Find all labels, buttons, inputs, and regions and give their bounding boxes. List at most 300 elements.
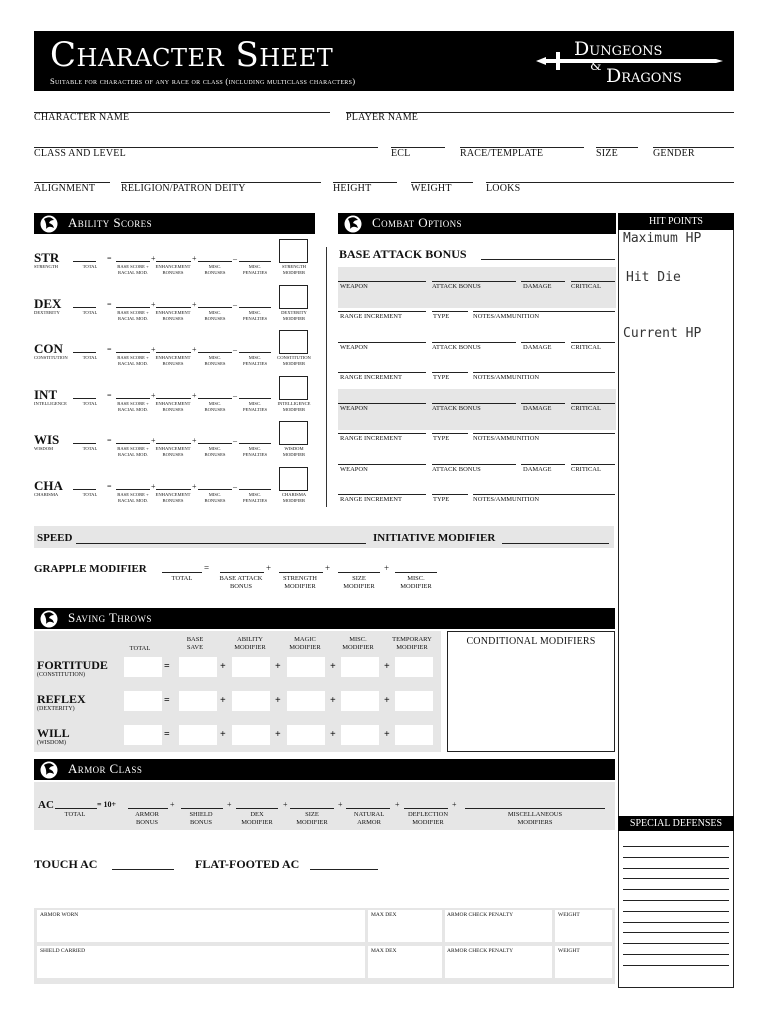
weapon-field[interactable]	[473, 494, 615, 495]
weapon-field[interactable]	[338, 464, 426, 465]
religion-field[interactable]	[121, 182, 321, 183]
notes-label: NOTES/AMMUNITION	[473, 313, 540, 320]
shield-carried-label: SHIELD CARRIED	[40, 948, 86, 954]
misc-bonus-caption	[196, 310, 234, 322]
enh-caption-line2: BONUSES	[162, 406, 184, 412]
ac-dex-caption	[233, 811, 281, 827]
save-value-box[interactable]	[124, 657, 162, 677]
critical-label: CRITICAL	[571, 466, 601, 473]
modifier-caption-line2: MODIFIER	[282, 452, 306, 457]
save-value-box[interactable]	[124, 691, 162, 711]
save-value-box[interactable]	[395, 725, 433, 745]
ability-field[interactable]	[156, 307, 191, 308]
ac-size-caption-line2: MODIFIER	[296, 819, 328, 826]
ability-field[interactable]	[73, 352, 96, 353]
ability-field[interactable]	[73, 398, 96, 399]
ability-field[interactable]	[73, 489, 96, 490]
weapon-field[interactable]	[432, 464, 516, 465]
weapon-field[interactable]	[338, 494, 426, 495]
misc-penalty-caption-line2: PENALTIES	[242, 315, 268, 321]
base-caption	[113, 264, 153, 276]
ability-name: DEXTERITY	[34, 309, 60, 315]
misc-penalty-caption-line1: MISC.	[248, 446, 262, 451]
ability-operator: +	[151, 254, 156, 263]
weapon-field[interactable]	[473, 372, 615, 373]
save-operator: +	[220, 729, 226, 740]
save-value-box[interactable]	[395, 657, 433, 677]
misc-penalty-caption-line2: PENALTIES	[242, 406, 268, 412]
ability-modifier-box[interactable]	[279, 285, 308, 309]
ac-operator: +	[452, 800, 457, 809]
attack-bonus-label: ATTACK BONUS	[432, 405, 481, 412]
special-defense-line[interactable]	[623, 878, 729, 879]
touch-ac-field[interactable]	[112, 869, 174, 870]
weapon-field[interactable]	[473, 311, 615, 312]
misc-penalty-caption-line1: MISC.	[248, 264, 262, 269]
base-caption-line1: BASE SCORE +	[117, 491, 149, 497]
current-hp-label[interactable]: Current HP	[623, 326, 702, 341]
ability-field[interactable]	[239, 307, 271, 308]
weapon-field[interactable]	[521, 403, 565, 404]
height-label: HEIGHT	[333, 183, 372, 194]
check-penalty-label: ARMOR CHECK PENALTY	[447, 948, 514, 954]
save-operator: +	[220, 661, 226, 672]
looks-field[interactable]	[486, 182, 734, 183]
ability-modifier-box[interactable]	[279, 467, 308, 491]
misc-bonus-caption-line1: MISC.	[208, 446, 222, 451]
save-ability-caption	[230, 636, 270, 652]
grapple-field[interactable]	[279, 572, 323, 573]
flat-footed-field[interactable]	[310, 869, 378, 870]
save-value-box[interactable]	[341, 657, 379, 677]
enh-caption-line1: ENHANCEMENT	[155, 400, 191, 406]
combat-options-header	[338, 213, 616, 234]
save-operator: +	[384, 729, 390, 740]
weight-field[interactable]	[411, 182, 473, 183]
ability-field[interactable]	[116, 307, 150, 308]
save-base-caption-line1: BASE	[186, 636, 204, 643]
ability-operator: =	[107, 481, 112, 491]
save-operator: =	[164, 695, 170, 706]
notes-label: NOTES/AMMUNITION	[473, 496, 540, 503]
shield-carried-box[interactable]	[37, 946, 365, 978]
weapon-field[interactable]	[571, 342, 615, 343]
ability-field[interactable]	[198, 443, 232, 444]
misc-bonus-caption-line1: MISC.	[208, 400, 222, 406]
ac-field[interactable]	[181, 808, 223, 809]
ability-operator: –	[233, 390, 237, 400]
save-value-box[interactable]	[232, 691, 270, 711]
ac-field[interactable]	[236, 808, 278, 809]
total-caption: TOTAL	[82, 446, 98, 451]
grapple-misc-caption-line1: MISC.	[407, 575, 425, 582]
grapple-bab-caption	[216, 575, 266, 591]
height-field[interactable]	[333, 182, 397, 183]
damage-label: DAMAGE	[523, 466, 552, 473]
save-value-box[interactable]	[287, 725, 325, 745]
grapple-str-caption-line1: STRENGTH	[283, 575, 317, 582]
grapple-operator: +	[384, 563, 390, 573]
special-defense-line[interactable]	[623, 932, 729, 933]
enh-caption-line2: BONUSES	[162, 270, 184, 275]
base-caption-line1: BASE SCORE +	[117, 309, 149, 315]
modifier-caption	[274, 492, 314, 504]
save-value-box[interactable]	[179, 657, 217, 677]
weight-label: WEIGHT	[411, 183, 452, 194]
ability-field[interactable]	[156, 352, 191, 353]
ability-field[interactable]	[73, 307, 96, 308]
misc-penalty-caption	[237, 446, 273, 458]
save-ability-source: (CONSTITUTION)	[37, 672, 85, 678]
base-caption-line2: RACIAL MOD.	[118, 315, 148, 321]
save-value-box[interactable]	[287, 657, 325, 677]
ac-field[interactable]	[290, 808, 334, 809]
weapon-field[interactable]	[338, 281, 426, 282]
initiative-label: INITIATIVE MODIFIER	[373, 532, 496, 544]
modifier-caption-line2: MODIFIER	[282, 315, 306, 321]
misc-bonus-caption-line2: BONUSES	[204, 497, 226, 503]
special-defense-line[interactable]	[623, 857, 729, 858]
critical-label: CRITICAL	[571, 344, 601, 351]
hit-die-label[interactable]: Hit Die	[626, 270, 681, 285]
base-caption-line2: RACIAL MOD.	[118, 270, 148, 275]
max-dex-label: MAX DEX	[371, 912, 397, 918]
grapple-size-caption-line2: MODIFIER	[343, 583, 375, 590]
ability-scores-header	[34, 213, 315, 234]
class-level-field[interactable]	[34, 147, 378, 148]
ac-natural-caption-line1: NATURAL	[353, 811, 385, 818]
speed-field[interactable]	[76, 543, 366, 544]
ability-field[interactable]	[239, 398, 271, 399]
special-defense-line[interactable]	[623, 911, 729, 912]
ability-operator: =	[107, 299, 112, 309]
misc-penalty-caption-line2: PENALTIES	[242, 452, 268, 457]
ability-field[interactable]	[73, 261, 96, 262]
size-field[interactable]	[596, 147, 638, 148]
save-value-box[interactable]	[232, 725, 270, 745]
save-value-box[interactable]	[232, 657, 270, 677]
enh-caption-line1: ENHANCEMENT	[155, 446, 191, 451]
saving-throws-header	[34, 608, 615, 629]
misc-penalty-caption	[237, 401, 273, 413]
ability-field[interactable]	[198, 398, 232, 399]
special-defense-line[interactable]	[623, 900, 729, 901]
weapon-field[interactable]	[432, 311, 468, 312]
save-magic-caption	[285, 636, 325, 652]
special-defense-line[interactable]	[623, 922, 729, 923]
save-value-box[interactable]	[179, 725, 217, 745]
ability-field[interactable]	[73, 443, 96, 444]
ecl-label: ECL	[391, 148, 411, 159]
save-misc-caption-line1: MISC.	[349, 636, 367, 643]
ability-name: STRENGTH	[34, 264, 58, 269]
ability-field[interactable]	[156, 443, 191, 444]
ability-field[interactable]	[198, 489, 232, 490]
ability-abbr: CHA	[34, 477, 63, 493]
ability-field[interactable]	[116, 489, 150, 490]
ac-natural-caption	[345, 811, 393, 827]
misc-bonus-caption	[196, 446, 234, 458]
character-name-label: CHARACTER NAME	[34, 112, 130, 123]
weapon-field[interactable]	[338, 372, 426, 373]
weapon-field[interactable]	[338, 433, 426, 434]
initiative-field[interactable]	[502, 543, 609, 544]
ac-operator: +	[283, 800, 288, 809]
ability-field[interactable]	[198, 307, 232, 308]
enh-caption	[153, 355, 193, 367]
ability-modifier-box[interactable]	[279, 239, 308, 263]
weapon-label: WEAPON	[340, 466, 368, 473]
alignment-field[interactable]	[34, 182, 110, 183]
ability-modifier-box[interactable]	[279, 421, 308, 445]
modifier-caption-line2: MODIFIER	[282, 497, 306, 503]
dragon-emblem-icon	[38, 760, 62, 779]
save-value-box[interactable]	[395, 691, 433, 711]
gender-field[interactable]	[653, 147, 734, 148]
armor-worn-box[interactable]	[37, 910, 365, 942]
ac-ten: = 10+	[97, 800, 117, 809]
ability-abbr: CON	[34, 341, 63, 356]
armor-class-header	[34, 759, 615, 780]
ac-dex-caption-line1: DEX	[250, 811, 264, 818]
combat-options-title: Combat Options	[372, 215, 462, 230]
ac-size-caption-line1: SIZE	[305, 811, 319, 818]
max-dex-label: MAX DEX	[371, 948, 397, 954]
armor-weight-label: WEIGHT	[558, 948, 580, 954]
ability-field[interactable]	[116, 398, 150, 399]
ac-armor-caption-line1: ARMOR	[135, 811, 159, 818]
attack-bonus-label: ATTACK BONUS	[432, 466, 481, 473]
save-value-box[interactable]	[341, 725, 379, 745]
damage-label: DAMAGE	[523, 283, 552, 290]
ac-operator: +	[395, 800, 400, 809]
weapon-field[interactable]	[571, 281, 615, 282]
grapple-size-caption	[335, 575, 383, 591]
misc-bonus-caption-line2: BONUSES	[204, 452, 226, 457]
misc-bonus-caption	[196, 401, 234, 413]
ac-dex-caption-line2: MODIFIER	[241, 819, 273, 826]
base-caption	[113, 401, 153, 413]
ability-field[interactable]	[156, 489, 191, 490]
grapple-str-caption-line2: MODIFIER	[284, 583, 316, 590]
ability-field[interactable]	[156, 398, 191, 399]
enh-caption	[153, 310, 193, 322]
weapon-field[interactable]	[432, 433, 468, 434]
grapple-field[interactable]	[162, 572, 202, 573]
ability-combat-divider	[326, 247, 327, 507]
ability-field[interactable]	[116, 443, 150, 444]
player-name-field[interactable]	[346, 112, 734, 113]
base-caption-line1: BASE SCORE +	[117, 355, 149, 360]
weapon-field[interactable]	[571, 464, 615, 465]
enh-caption-line2: BONUSES	[162, 361, 184, 366]
save-operator: +	[330, 695, 336, 706]
misc-bonus-caption-line1: MISC.	[208, 264, 222, 269]
grapple-field[interactable]	[395, 572, 437, 573]
ability-field[interactable]	[156, 261, 191, 262]
modifier-caption	[274, 310, 314, 322]
misc-penalty-caption	[237, 264, 273, 276]
misc-bonus-caption-line2: BONUSES	[204, 361, 226, 366]
ability-field[interactable]	[116, 261, 150, 262]
critical-label: CRITICAL	[571, 283, 601, 290]
race-template-field[interactable]	[460, 147, 584, 148]
character-name-field[interactable]	[34, 112, 330, 113]
saving-throws-title: Saving Throws	[68, 610, 152, 625]
weapon-field[interactable]	[338, 403, 426, 404]
grapple-str-caption	[275, 575, 325, 591]
ac-field[interactable]	[346, 808, 390, 809]
total-caption: TOTAL	[82, 400, 98, 406]
misc-penalty-caption-line1: MISC.	[248, 491, 262, 497]
ability-field[interactable]	[116, 352, 150, 353]
ability-operator: =	[107, 254, 112, 263]
save-value-box[interactable]	[179, 691, 217, 711]
special-defense-line[interactable]	[623, 954, 729, 955]
weapon-field[interactable]	[521, 342, 565, 343]
total-caption: TOTAL	[82, 264, 98, 269]
damage-label: DAMAGE	[523, 344, 552, 351]
ac-misc-caption-line1: MISCELLANEOUS	[507, 811, 563, 818]
special-defense-line[interactable]	[623, 965, 729, 966]
type-label: TYPE	[433, 435, 450, 442]
ability-operator: +	[192, 254, 197, 263]
grapple-field[interactable]	[220, 572, 264, 573]
weapon-field[interactable]	[432, 403, 516, 404]
enh-caption-line2: BONUSES	[162, 452, 184, 457]
weapon-field[interactable]	[432, 281, 516, 282]
weapon-field[interactable]	[521, 464, 565, 465]
save-value-box[interactable]	[287, 691, 325, 711]
logo-line1: Dungeons	[574, 38, 663, 60]
speed-label: SPEED	[37, 532, 73, 544]
misc-penalty-caption-line2: PENALTIES	[242, 361, 268, 366]
weapon-field[interactable]	[338, 311, 426, 312]
ability-operator: –	[233, 481, 237, 491]
ability-field[interactable]	[239, 352, 271, 353]
grapple-field[interactable]	[338, 572, 380, 573]
save-temp-caption-line2: MODIFIER	[396, 644, 428, 651]
misc-bonus-caption-line2: BONUSES	[204, 406, 226, 412]
enh-caption	[153, 264, 193, 276]
ecl-field[interactable]	[391, 147, 445, 148]
type-label: TYPE	[433, 496, 450, 503]
special-defense-line[interactable]	[623, 868, 729, 869]
ac-label: AC	[38, 799, 54, 811]
weapon-field[interactable]	[473, 433, 615, 434]
ac-total-caption: TOTAL	[64, 811, 86, 818]
ac-misc-caption	[495, 811, 575, 827]
ability-operator: +	[192, 299, 197, 309]
ability-field[interactable]	[239, 489, 271, 490]
grapple-label: GRAPPLE MODIFIER	[34, 563, 147, 575]
ability-modifier-box[interactable]	[279, 330, 308, 354]
save-value-box[interactable]	[341, 691, 379, 711]
ac-armor-caption	[124, 811, 170, 827]
misc-penalty-caption-line1: MISC.	[248, 355, 262, 360]
weapon-field[interactable]	[432, 342, 516, 343]
attack-bonus-label: ATTACK BONUS	[432, 344, 481, 351]
modifier-caption-line1: CONSTITUTION	[277, 355, 311, 360]
misc-bonus-caption	[196, 492, 234, 504]
misc-penalty-caption-line1: MISC.	[248, 400, 262, 406]
ac-shield-caption	[178, 811, 224, 827]
base-caption	[113, 492, 153, 504]
ability-field[interactable]	[239, 443, 271, 444]
grapple-total-caption: TOTAL	[171, 575, 193, 582]
save-ability-source: (WISDOM)	[37, 740, 66, 746]
hp-title: HIT POINTS	[618, 213, 734, 230]
save-operator: +	[275, 729, 281, 740]
conditional-modifiers-box[interactable]	[447, 631, 615, 752]
dragon-emblem-icon	[38, 214, 62, 233]
ac-shield-caption-line2: BONUS	[189, 819, 213, 826]
player-name-label: PLAYER NAME	[346, 112, 419, 123]
weapon-field[interactable]	[432, 372, 468, 373]
logo-line2: Dragons	[606, 65, 682, 85]
weapon-field[interactable]	[521, 281, 565, 282]
misc-bonus-caption	[196, 264, 234, 276]
weapon-field[interactable]	[571, 403, 615, 404]
bab-field[interactable]	[481, 259, 615, 260]
ability-operator: =	[107, 345, 112, 354]
ability-operator: +	[151, 390, 156, 400]
special-defense-line[interactable]	[623, 846, 729, 847]
ac-misc-caption-line2: MODIFIERS	[517, 819, 553, 826]
weapon-field[interactable]	[432, 494, 468, 495]
modifier-caption	[274, 401, 314, 413]
ac-field[interactable]	[404, 808, 448, 809]
range-increment-label: RANGE INCREMENT	[340, 374, 402, 381]
save-misc-caption-line2: MODIFIER	[342, 644, 374, 651]
ability-modifier-box[interactable]	[279, 376, 308, 400]
notes-label: NOTES/AMMUNITION	[473, 374, 540, 381]
misc-bonus-caption-line2: BONUSES	[204, 315, 226, 321]
enh-caption-line2: BONUSES	[162, 497, 184, 503]
base-caption	[113, 446, 153, 458]
ac-operator: +	[170, 800, 175, 809]
base-caption-line1: BASE SCORE +	[117, 446, 149, 451]
special-defense-line[interactable]	[623, 943, 729, 944]
ability-field[interactable]	[239, 261, 271, 262]
sheet-title: Character Sheet	[50, 35, 334, 75]
grapple-bab-caption-line1: BASE ATTACK	[219, 575, 263, 582]
special-defense-line[interactable]	[623, 889, 729, 890]
base-caption-line2: RACIAL MOD.	[118, 497, 148, 503]
grapple-operator: +	[266, 563, 272, 573]
header-banner	[34, 31, 734, 91]
conditional-modifiers-label: CONDITIONAL MODIFIERS	[466, 636, 596, 647]
base-caption	[113, 355, 153, 367]
misc-bonus-caption-line1: MISC.	[208, 355, 222, 360]
ability-field[interactable]	[198, 352, 232, 353]
range-increment-label: RANGE INCREMENT	[340, 496, 402, 503]
max-hp-label[interactable]: Maximum HP	[623, 231, 702, 246]
ac-field[interactable]	[55, 808, 97, 809]
ac-field[interactable]	[465, 808, 605, 809]
damage-label: DAMAGE	[523, 405, 552, 412]
modifier-caption-line1: CHARISMA	[281, 491, 307, 497]
enh-caption-line1: ENHANCEMENT	[155, 491, 191, 497]
type-label: TYPE	[433, 374, 450, 381]
enh-caption	[153, 446, 193, 458]
save-value-box[interactable]	[124, 725, 162, 745]
ac-field[interactable]	[128, 808, 168, 809]
weapon-field[interactable]	[338, 342, 426, 343]
range-increment-label: RANGE INCREMENT	[340, 313, 402, 320]
ability-name: CHARISMA	[34, 491, 59, 497]
ability-field[interactable]	[198, 261, 232, 262]
